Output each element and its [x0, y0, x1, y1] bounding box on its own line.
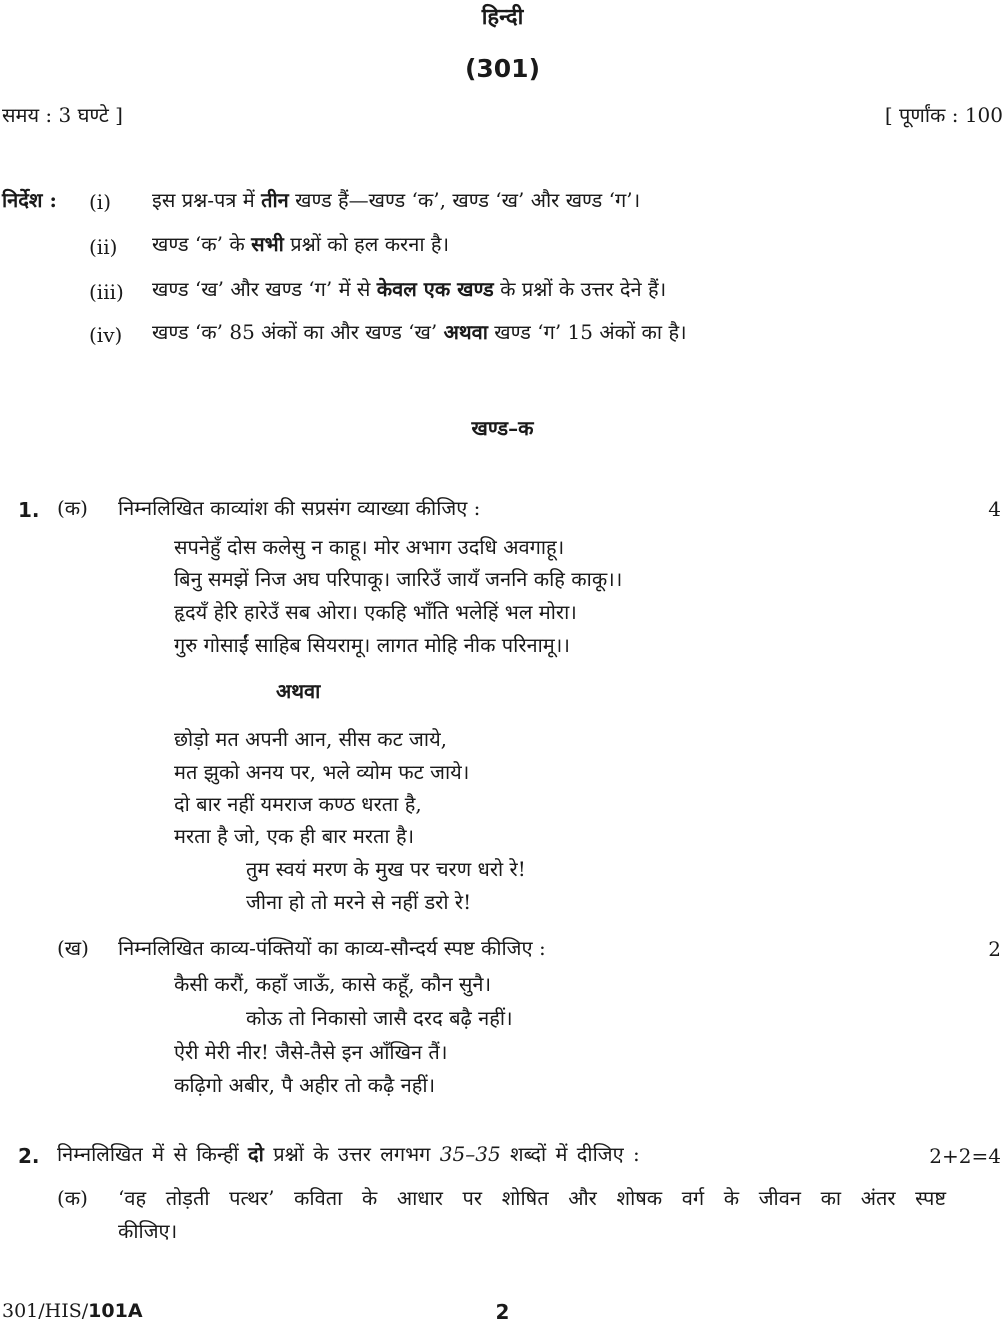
question-marks: 2	[988, 937, 1001, 961]
instruction-text: खण्ड ‘क’ 85 अंकों का और खण्ड ‘ख’ अथवा खण्ड ‘ग’ 15 अंकों का है।	[152, 320, 687, 344]
instruction-num: (iv)	[89, 323, 123, 347]
instruction-text: इस प्रश्न-पत्र में तीन खण्ड हैं—खण्ड ‘क’, खण्ड ‘ख’ और खण्ड ‘ग’।	[152, 188, 641, 212]
question-text-continued: कीजिए।	[118, 1219, 178, 1243]
poem-line: छोड़ो मत अपनी आन, सीस कट जाये,	[174, 727, 448, 751]
or-separator: अथवा	[276, 679, 321, 703]
question-text: ‘वह तोड़ती पत्थर’ कविता के आधार पर शोषित और शोषक वर्ग के जीवन का अंतर स्पष्ट	[118, 1186, 946, 1210]
poem-line: हृदयँ हेरि हारेउँ सब ओरा। एकहि भाँति भलेहिं भल मोरा।	[174, 600, 577, 624]
instructions-label: निर्देश :	[2, 188, 57, 212]
footer-paper-code: 301/HIS/101A	[2, 1300, 143, 1322]
subject-title: हिन्दी	[481, 4, 524, 30]
poem-line: दो बार नहीं यमराज कण्ठ धरता है,	[174, 792, 422, 816]
instruction-num: (ii)	[89, 235, 118, 259]
instruction-text: खण्ड ‘क’ के सभी प्रश्नों को हल करना है।	[152, 232, 450, 256]
poem-line: कोऊ तो निकासो जासै दरद बढ़ै नहीं।	[246, 1006, 513, 1030]
poem-line: जीना हो तो मरने से नहीं डरो रे!	[246, 890, 472, 914]
instruction-num: (i)	[89, 190, 112, 214]
poem-line: बिनु समझें निज अघ परिपाकू। जारिउँ जायँ जननि कहि काकू।।	[174, 567, 623, 591]
poem-line: कैसी करौं, कहाँ जाऊँ, कासे कहूँ, कौन सुनै।	[174, 972, 492, 996]
question-number: 1.	[18, 498, 40, 522]
subquestion-label: (ख)	[57, 936, 89, 960]
poem-line: मरता है जो, एक ही बार मरता है।	[174, 824, 415, 848]
poem-line: गुरु गोसाईं साहिब सियरामू। लागत मोहि नीक परिनामू।।	[174, 633, 570, 657]
poem-line: मत झुको अनय पर, भले व्योम फट जाये।	[174, 760, 470, 784]
question-text: निम्नलिखित काव्यांश की सप्रसंग व्याख्या कीजिए :	[118, 496, 481, 520]
question-text: निम्नलिखित काव्य-पंक्तियों का काव्य-सौन्दर्य स्पष्ट कीजिए :	[118, 936, 546, 960]
section-title: खण्ड–क	[471, 416, 534, 440]
poem-line: तुम स्वयं मरण के मुख पर चरण धरो रे!	[246, 857, 526, 881]
time-allowed: समय : 3 घण्टे ]	[2, 103, 123, 127]
subquestion-label: (क)	[57, 1186, 88, 1210]
question-marks: 4	[988, 497, 1001, 521]
max-marks: [ पूर्णांक : 100	[884, 103, 1003, 127]
poem-line: सपनेहुँ दोस कलेसु न काहू। मोर अभाग उदधि अवगाहू।	[174, 535, 565, 559]
paper-code: (301)	[464, 54, 541, 83]
poem-line: कढ़िगो अबीर, पै अहीर तो कढ़ै नहीं।	[174, 1073, 436, 1097]
poem-line: ऐरी मेरी नीर! जैसे-तैसे इन आँखिन तैं।	[174, 1040, 448, 1064]
page-number: 2	[495, 1300, 510, 1324]
question-text: निम्नलिखित में से किन्हीं दो प्रश्नों के उत्तर लगभग 35–35 शब्दों में दीजिए :	[57, 1142, 640, 1166]
instruction-text: खण्ड ‘ख’ और खण्ड ‘ग’ में से केवल एक खण्ड के प्रश्नों के उत्तर देने हैं।	[152, 277, 667, 301]
question-number: 2.	[18, 1144, 40, 1168]
question-marks: 2+2=4	[929, 1144, 1001, 1168]
subquestion-label: (क)	[57, 496, 88, 520]
instruction-num: (iii)	[89, 280, 124, 304]
